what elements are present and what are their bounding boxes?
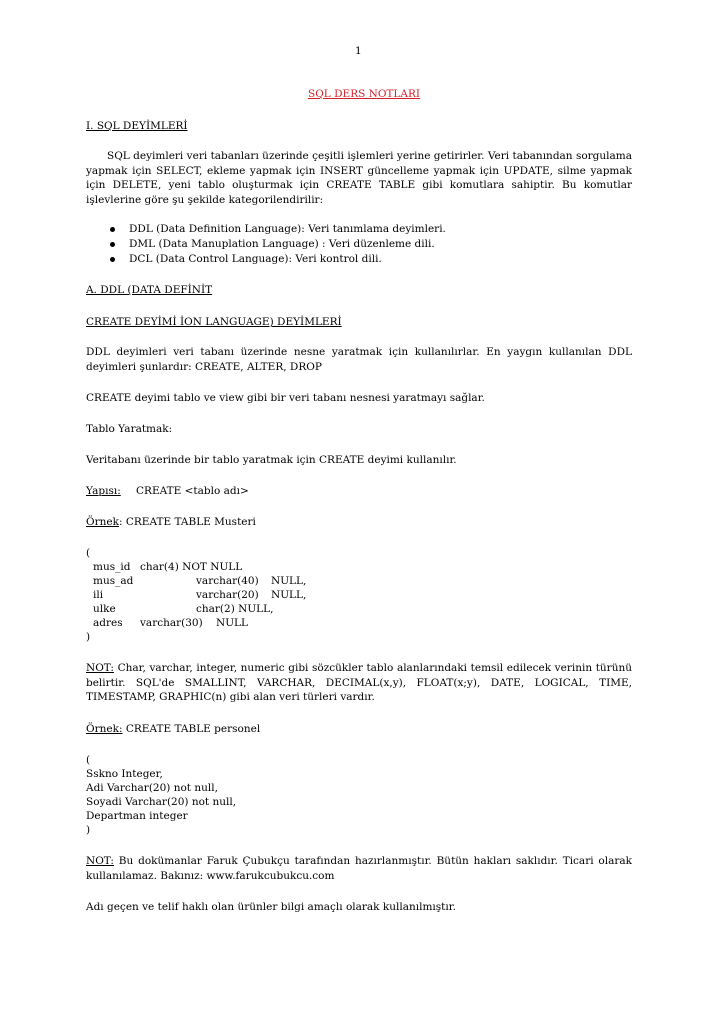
code-line: Sskno Integer,: [86, 768, 163, 780]
bullet-text: DDL (Data Definition Language): Veri tanımlama deyimleri.: [129, 223, 446, 235]
code-field-null: NULL,: [271, 575, 307, 587]
code-line: (: [86, 754, 91, 766]
table-create-label: Tablo Yaratmak:: [86, 423, 173, 435]
footer-text: Adı geçen ve telif haklı olan ürünler bilgi amaçlı olarak kullanılmıştır.: [86, 901, 456, 913]
code-field-type: varchar(20): [196, 589, 259, 601]
code-field-type: varchar(30): [140, 617, 203, 629]
page-number: 1: [355, 45, 362, 57]
note1-label: NOT:: [86, 662, 114, 674]
example2-value: CREATE TABLE personel: [125, 723, 261, 735]
example2-line: [86, 722, 260, 737]
code-field-null: NULL,: [271, 589, 307, 601]
code-field-name: mus_id: [93, 561, 131, 573]
example2-label: Örnek:: [86, 723, 123, 735]
code-field-name: adres: [93, 617, 123, 629]
code-open-paren: (: [86, 547, 91, 559]
bullet-icon: [110, 242, 115, 247]
create-paragraph: CREATE deyimi tablo ve view gibi bir veri tabanı nesnesi yaratmayı sağlar.: [86, 392, 485, 404]
syntax-value: CREATE <tablo adı>: [136, 485, 249, 497]
example1-label: Örnek: [86, 516, 119, 528]
code-field-type: char(2) NULL,: [196, 603, 274, 615]
code-field-type: char(4) NOT NULL: [140, 561, 243, 573]
code-field-name: ulke: [93, 603, 116, 615]
ddl-paragraph: DDL deyimleri veri tabanı üzerinde nesne yaratmak için kullanılırlar. En yaygın kullanılan DDL deyimleri şunlardır: CREATE, ALTER, DROP: [86, 346, 632, 373]
code-close-paren: ): [86, 631, 91, 643]
bullet-icon: [110, 257, 115, 262]
intro-paragraph: SQL deyimleri veri tabanları üzerinde çeşitli işlemleri yerine getirirler. Veri tabanından sorgulama yapmak için SELECT, ekleme yapmak için INSERT güncelleme yapmak için UPDATE, silme yapmak için DELETE, yeni tablo oluşturmak için CREATE TABLE gibi komutlara sahiptir. Bu komutlar işlevlerine göre şu şekilde kategorilendirilir:: [86, 150, 632, 206]
section-heading-sql-statements: I. SQL DEYİMLERİ: [86, 120, 188, 132]
code-line: Departman integer: [86, 810, 188, 822]
note2-text: Bu dokümanlar Faruk Çubukçu tarafından hazırlanmıştır. Bütün hakları saklıdır. Ticari olarak kullanılamaz. Bakınız: www.farukcubukcu.com: [86, 855, 632, 882]
note1-text: Char, varchar, integer, numeric gibi sözcükler tablo alanlarındaki temsil edilecek verinin türünü belirtir. SQL'de SMALLINT, VARCHAR, DECIMAL(x,y), FLOAT(x;y), DATE, LOGICAL, TIME, TIMESTAMP, GRAPHIC(n) gibi alan veri türleri vardır.: [86, 662, 632, 703]
document-title: SQL DERS NOTLARI: [308, 88, 421, 100]
create-heading: CREATE DEYİMİ İON LANGUAGE) DEYİMLERİ: [86, 316, 342, 328]
code-field-null: NULL: [216, 617, 248, 629]
ddl-heading: A. DDL (DATA DEFİNİT: [86, 284, 213, 296]
note1-paragraph: [86, 661, 632, 705]
example1-value: : CREATE TABLE Musteri: [118, 516, 256, 528]
note2-label: NOT:: [86, 855, 114, 867]
bullet-icon: [110, 227, 115, 232]
code-field-name: mus_ad: [93, 575, 134, 587]
bullet-text: DCL (Data Control Language): Veri kontrol dili.: [129, 253, 382, 265]
syntax-label: Yapısı:: [86, 485, 121, 497]
bullet-text: DML (Data Manuplation Language) : Veri düzenleme dili.: [129, 238, 435, 250]
example1-line: [86, 515, 256, 530]
code-line: Adi Varchar(20) not null,: [86, 782, 218, 794]
table-create-paragraph: Veritabanı üzerinde bir tablo yaratmak için CREATE deyimi kullanılır.: [86, 454, 457, 466]
code-field-type: varchar(40): [196, 575, 259, 587]
code-field-name: ili: [93, 589, 104, 601]
note2-paragraph: [86, 854, 632, 883]
code-line: Soyadi Varchar(20) not null,: [86, 796, 237, 808]
code-line: ): [86, 824, 91, 836]
